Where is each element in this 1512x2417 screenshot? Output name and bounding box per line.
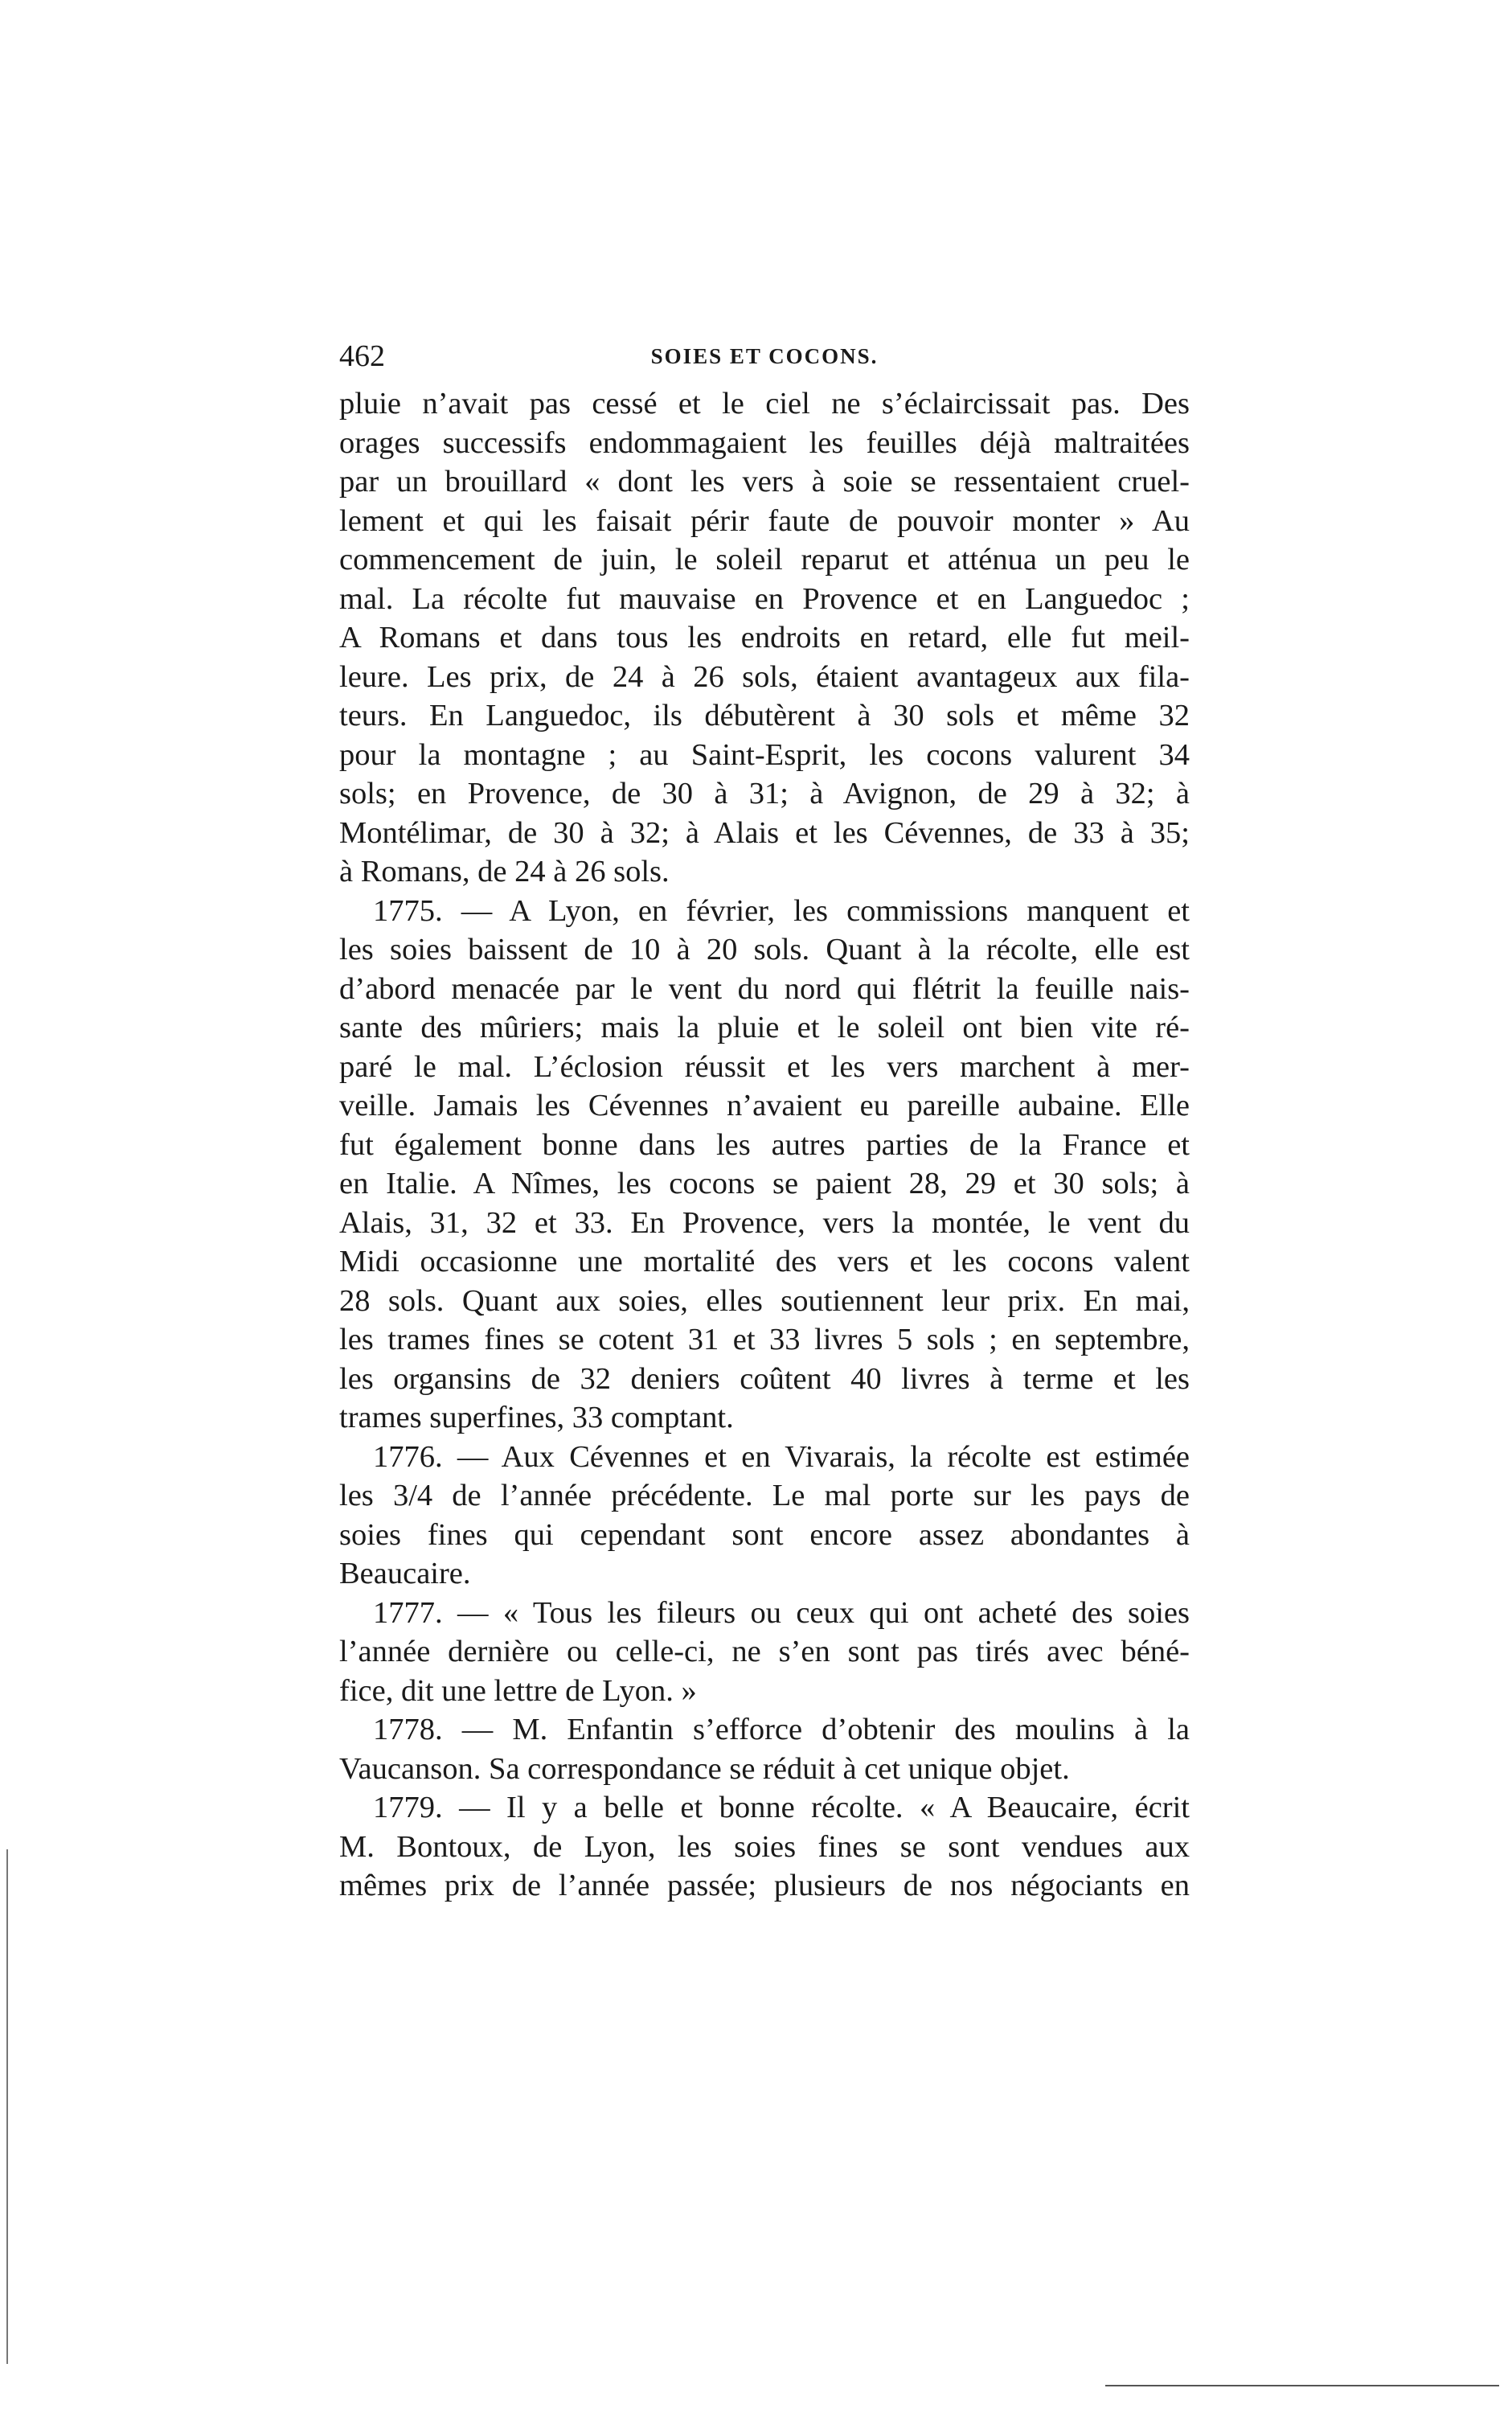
paragraph-1775-start: 1775. — A Lyon, en février, les commissions manquent et bbox=[373, 893, 1190, 928]
text-line: Midi occasionne une mortalité des vers et les cocons valent bbox=[339, 1245, 1190, 1278]
paragraph-1778-start: 1778. — M. Enfantin s’efforce d’obtenir des moulins à la bbox=[373, 1713, 1190, 1746]
text-line: veille. Jamais les Cévennes n’avaient eu pareille aubaine. Elle bbox=[339, 1089, 1190, 1122]
text-line: par un brouillard « dont les vers à soie se ressentaient cruel- bbox=[339, 465, 1190, 499]
text-line: 28 sols. Quant aux soies, elles soutiennent leur prix. En mai, bbox=[339, 1283, 1190, 1318]
text-line: Montélimar, de 30 à 32; à Alais et les Cévennes, de 33 à 35; bbox=[339, 815, 1190, 850]
text-line: en Italie. A Nîmes, les cocons se paient 28, 29 et 30 sols; à bbox=[339, 1167, 1190, 1200]
text-line: l’année dernière ou celle-ci, ne s’en sont pas tirés avec béné- bbox=[339, 1635, 1190, 1668]
text-line: fice, dit une lettre de Lyon. » bbox=[339, 1673, 697, 1708]
text-line: d’abord menacée par le vent du nord qui flétrit la feuille nais- bbox=[339, 971, 1190, 1006]
text-line: commencement de juin, le soleil reparut et atténua un peu le bbox=[339, 543, 1190, 577]
text-line: orages successifs endommagaient les feuilles déjà maltraitées bbox=[339, 425, 1190, 460]
page-header bbox=[339, 336, 1190, 376]
text-line: à Romans, de 24 à 26 sols. bbox=[339, 855, 670, 888]
text-line: sante des mûriers; mais la pluie et le soleil ont bien vite ré- bbox=[339, 1011, 1190, 1044]
text-line: mal. La récolte fut mauvaise en Provence et en Languedoc ; bbox=[339, 581, 1190, 616]
paragraph-1776-start: 1776. — Aux Cévennes et en Vivarais, la récolte est estimée bbox=[373, 1439, 1190, 1474]
text-line: les trames fines se cotent 31 et 33 livres 5 sols ; en septembre, bbox=[339, 1323, 1190, 1356]
text-line: paré le mal. L’éclosion réussit et les vers marchent à mer- bbox=[339, 1049, 1190, 1084]
text-line: pluie n’avait pas cessé et le ciel ne s’éclaircissait pas. Des bbox=[339, 387, 1190, 421]
text-line: mêmes prix de l’année passée; plusieurs de nos négociants en bbox=[339, 1869, 1190, 1902]
running-head: SOIES ET COCONS. bbox=[650, 344, 879, 368]
paragraph-1777-start: 1777. — « Tous les fileurs ou ceux qui ont acheté des soies bbox=[373, 1595, 1190, 1630]
text-line: fut également bonne dans les autres parties de la France et bbox=[339, 1127, 1190, 1162]
text-line: sols; en Provence, de 30 à 31; à Avignon, de 29 à 32; à bbox=[339, 777, 1190, 810]
page-number: 462 bbox=[339, 339, 385, 373]
scan-bottom-rule bbox=[1105, 2385, 1499, 2386]
text-line: A Romans et dans tous les endroits en retard, elle fut meil- bbox=[339, 621, 1190, 655]
text-line: soies fines qui cependant sont encore assez abondantes à bbox=[339, 1517, 1190, 1552]
scan-margin-line bbox=[6, 1849, 8, 2364]
text-line: Vaucanson. Sa correspondance se réduit à cet unique objet. bbox=[339, 1751, 1070, 1786]
text-line: trames superfines, 33 comptant. bbox=[339, 1401, 734, 1434]
text-line: les organsins de 32 deniers coûtent 40 livres à terme et les bbox=[339, 1361, 1190, 1396]
text-line: teurs. En Languedoc, ils débutèrent à 30 sols et même 32 bbox=[339, 699, 1190, 732]
text-line: leure. Les prix, de 24 à 26 sols, étaient avantageux aux fila- bbox=[339, 659, 1190, 694]
text-line: pour la montagne ; au Saint-Esprit, les cocons valurent 34 bbox=[339, 737, 1190, 772]
body-text bbox=[339, 384, 1190, 1906]
text-line: les soies baissent de 10 à 20 sols. Quant à la récolte, elle est bbox=[339, 933, 1190, 966]
text-line: M. Bontoux, de Lyon, les soies fines se sont vendues aux bbox=[339, 1829, 1190, 1864]
text-line: les 3/4 de l’année précédente. Le mal porte sur les pays de bbox=[339, 1479, 1190, 1512]
text-line: Beaucaire. bbox=[339, 1557, 471, 1590]
paragraph-1779-start: 1779. — Il y a belle et bonne récolte. « A Beaucaire, écrit bbox=[373, 1791, 1190, 1824]
text-line: Alais, 31, 32 et 33. En Provence, vers la montée, le vent du bbox=[339, 1205, 1190, 1240]
text-line: lement et qui les faisait périr faute de pouvoir monter » Au bbox=[339, 503, 1190, 538]
